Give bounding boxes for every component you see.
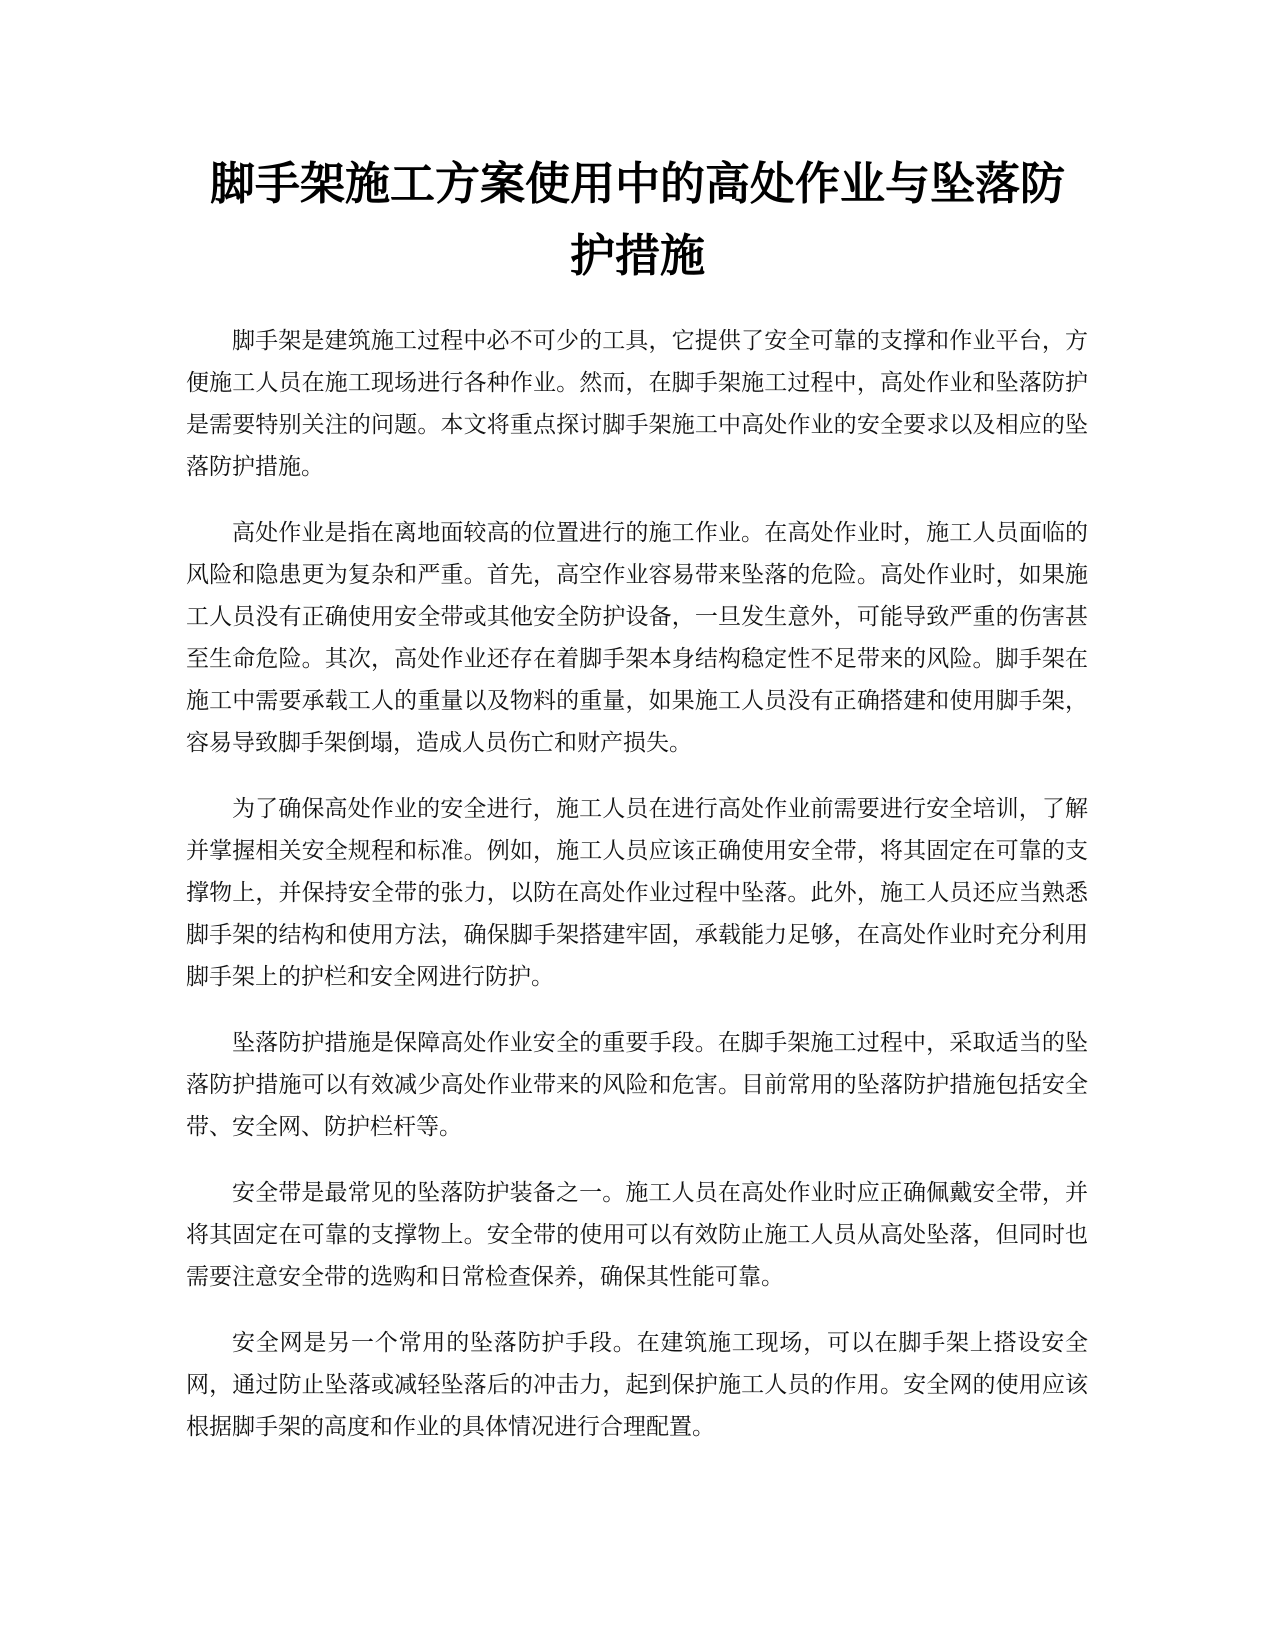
document-title-line-2: 护措施 xyxy=(569,229,705,282)
paragraph-safety-belt: 安全带是最常见的坠落防护装备之一。施工人员在高处作业时应正确佩戴安全带，并将其固定在可靠的支撑物上。安全带的使用可以有效防止施工人员从高处坠落，但同时也需要注意安全带的选购和日常检查保养，确保其性能可靠。 xyxy=(186,1180,1088,1290)
document-title xyxy=(160,148,1115,292)
paragraph-intro: 脚手架是建筑施工过程中必不可少的工具，它提供了安全可靠的支撑和作业平台，方便施工人员在施工现场进行各种作业。然而，在脚手架施工过程中，高处作业和坠落防护是需要特别关注的问题。本文将重点探讨脚手架施工中高处作业的安全要求以及相应的坠落防护措施。 xyxy=(186,328,1088,480)
document-title-line-1: 脚手架施工方案使用中的高处作业与坠落防 xyxy=(209,157,1065,210)
document-body xyxy=(186,320,1088,1472)
paragraph-high-work-risks: 高处作业是指在离地面较高的位置进行的施工作业。在高处作业时，施工人员面临的风险和隐患更为复杂和严重。首先，高空作业容易带来坠落的危险。高处作业时，如果施工人员没有正确使用安全带或其他安全防护设备，一旦发生意外，可能导致严重的伤害甚至生命危险。其次，高处作业还存在着脚手架本身结构稳定性不足带来的风险。脚手架在施工中需要承载工人的重量以及物料的重量，如果施工人员没有正确搭建和使用脚手架，容易导致脚手架倒塌，造成人员伤亡和财产损失。 xyxy=(186,520,1088,756)
paragraph-safety-net: 安全网是另一个常用的坠落防护手段。在建筑施工现场，可以在脚手架上搭设安全网，通过防止坠落或减轻坠落后的冲击力，起到保护施工人员的作用。安全网的使用应该根据脚手架的高度和作业的具体情况进行合理配置。 xyxy=(186,1330,1088,1440)
paragraph-fall-protection-measures: 坠落防护措施是保障高处作业安全的重要手段。在脚手架施工过程中，采取适当的坠落防护措施可以有效减少高处作业带来的风险和危害。目前常用的坠落防护措施包括安全带、安全网、防护栏杆等。 xyxy=(186,1030,1088,1140)
paragraph-safety-training: 为了确保高处作业的安全进行，施工人员在进行高处作业前需要进行安全培训，了解并掌握相关安全规程和标准。例如，施工人员应该正确使用安全带，将其固定在可靠的支撑物上，并保持安全带的张力，以防在高处作业过程中坠落。此外，施工人员还应当熟悉脚手架的结构和使用方法，确保脚手架搭建牢固，承载能力足够，在高处作业时充分利用脚手架上的护栏和安全网进行防护。 xyxy=(186,796,1088,990)
